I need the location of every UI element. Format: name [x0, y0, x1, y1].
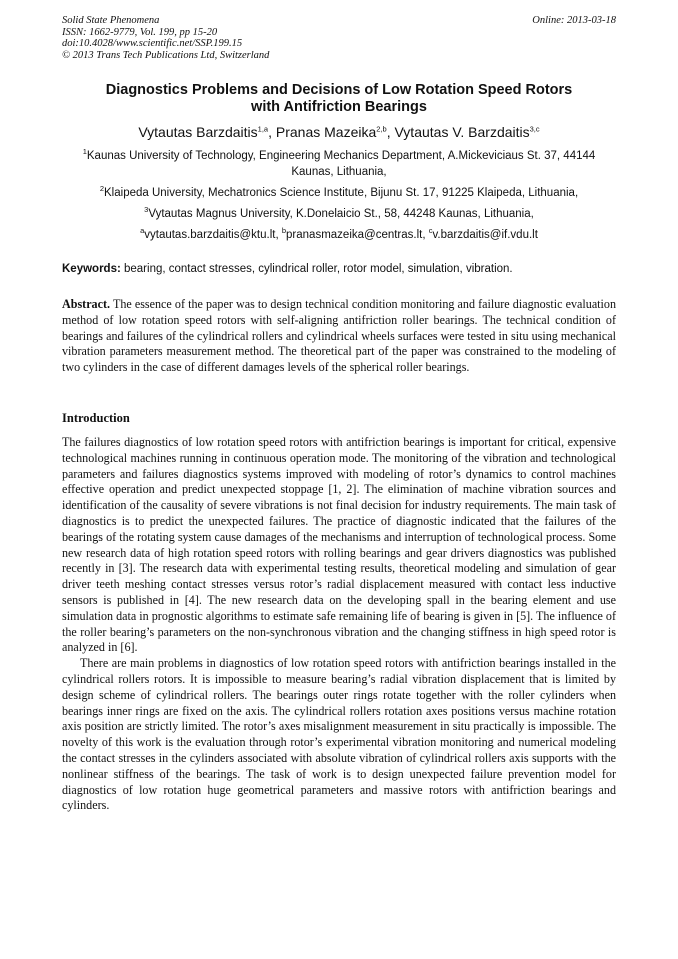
- paper-title: [62, 82, 616, 116]
- author-name: Pranas Mazeika: [275, 124, 377, 140]
- title-line-1: Diagnostics Problems and Decisions of Low Rotation Speed Rotors: [105, 82, 573, 98]
- email-address: pranasmazeika@centras.lt,: [286, 229, 426, 241]
- title-line-2: with Antifriction Bearings: [251, 99, 427, 115]
- author-name: Vytautas Barzdaitis: [138, 124, 258, 140]
- abstract: [62, 297, 616, 376]
- author-name: Vytautas V. Barzdaitis: [394, 124, 530, 140]
- affiliation-text: Kaunas University of Technology, Engineering Mechanics Department, A.Mickeviciaus St. 37, 44144 Kaunas, Lithuania,: [86, 150, 596, 178]
- author-list: Vytautas Barzdaitis$^{1,a}$, Pranas Mazeika$^{2,b}$, Vytautas V. Barzdaitis$^{3,c}$: [138, 124, 540, 140]
- introduction-body: [62, 435, 616, 814]
- email-line: [62, 227, 616, 243]
- affiliation-2: [62, 185, 616, 201]
- author-sup: 1,a: [257, 124, 269, 134]
- email-sup: a: [140, 226, 145, 236]
- author-sup: 2,b: [376, 124, 387, 134]
- affiliation-sup: 2: [99, 184, 105, 194]
- issn-line: ISSN: 1662-9779, Vol. 199, pp 15-20: [62, 26, 218, 38]
- affiliation-sup: 3: [144, 205, 149, 215]
- abstract-text: The essence of the paper was to design technical condition monitoring and failure diagnostic evaluation method of low rotation speed rotors with self-aligning antifriction roller bearings. The technical condition of bearings and failures of the cylindrical rollers and cylindrical wheels surfaces were tested in situ using mechanical vibration parameters measurement method. The theoretical part of the paper was constrained to the modeling of two cylinders in the case of different damages levels of the spherical roller bearings.: [62, 297, 616, 375]
- email-sup: b: [281, 226, 287, 236]
- copyright-line: © 2013 Trans Tech Publications Ltd, Switzerland: [62, 49, 270, 61]
- affiliation-sup: 1: [82, 147, 87, 157]
- keywords-label: Keywords:: [62, 263, 121, 275]
- keywords: [62, 261, 616, 277]
- affiliation-text: Klaipeda University, Mechatronics Science Institute, Bijunu St. 17, 91225 Klaipeda, Lithuania,: [104, 187, 579, 199]
- affiliation-text: Vytautas Magnus University, K.Donelaicio St., 58, 44248 Kaunas, Lithuania,: [148, 208, 534, 220]
- email-address: v.barzdaitis@if.vdu.lt: [432, 229, 538, 241]
- introduction-heading: Introduction: [62, 411, 130, 425]
- keywords-text: bearing, contact stresses, cylindrical roller, rotor model, simulation, vibration.: [124, 263, 513, 275]
- email-sup: c: [428, 226, 433, 236]
- affiliation-1: [62, 148, 616, 180]
- abstract-label: Abstract.: [62, 297, 111, 311]
- journal-name: Solid State Phenomena: [62, 15, 160, 26]
- paragraph-1: The failures diagnostics of low rotation speed rotors with antifriction bearings is important for critical, expensive technological machines running in continuous operation mode. The monitoring of the vibration and technological parameters and failures diagnostics systems improved with modeling of rotor’s dynamics to control machines effective operation and predict unexpected stoppage [1, 2]. The elimination of machine vibration sources and identification of the causality of severe vibrations is not final decision for industry requirements. The main task of diagnostics is to predict the unexpected failures. The practice of diagnostic indicated that the failures of the bearings of the rotating system cause damages of the mechanisms and interruption of technological process. Some new research data of high rotation speed rotors with rolling bearings and gear drivers diagnostics was published recently in [3]. The research data with experimental testing results, theoretical modeling and simulation of gear driver teeth meshing contact stresses versus rotor’s radial displacement measured with contact less inductive sensors is published in [4]. The new research data on the developing spall in the bearing element and use simulation data in prognostic algorithms to estimate safe remaining life of bearing is given in [5]. The influence of the roller bearing’s parameters on the non-synchronous vibration and the changing stiffness in high speed rotor is analyzed in [6].: [62, 435, 616, 655]
- doi-line: doi:10.4028/www.scientific.net/SSP.199.15: [62, 38, 243, 49]
- online-date: Online: 2013-03-18: [532, 15, 616, 26]
- author-sup: 3,c: [529, 124, 540, 134]
- journal-header: [62, 15, 616, 61]
- paragraph-2: There are main problems in diagnostics of low rotation speed rotors with antifriction bearings installed in the cylindrical rollers rotors. It is impossible to measure bearing’s radial vibration displacement that is limited by design scheme of cylindrical rollers. The bearings outer rings rotate together with the roller cylinders when bearings inner rings are fixed on the axis. The cylindrical rollers rotation axes positions versus machine rotation axis position are strictly limited. The rotor’s axes misalignment measurement in situ practically is impossible. The novelty of this work is the evaluation through rotor’s experimental vibration monitoring and numerical modeling the contact stresses in the cylinders associated with absolute vibration of cylindrical rollers axis supports with the nonlinear stiffness of the bearings. The task of work is to design unexpected failure prevention model for diagnostics of low rotation huge geometrical parameters and massive rotors with antifriction bearings and cylinders.: [62, 656, 616, 813]
- email-address: vytautas.barzdaitis@ktu.lt,: [144, 229, 279, 241]
- affiliation-3: [62, 206, 616, 222]
